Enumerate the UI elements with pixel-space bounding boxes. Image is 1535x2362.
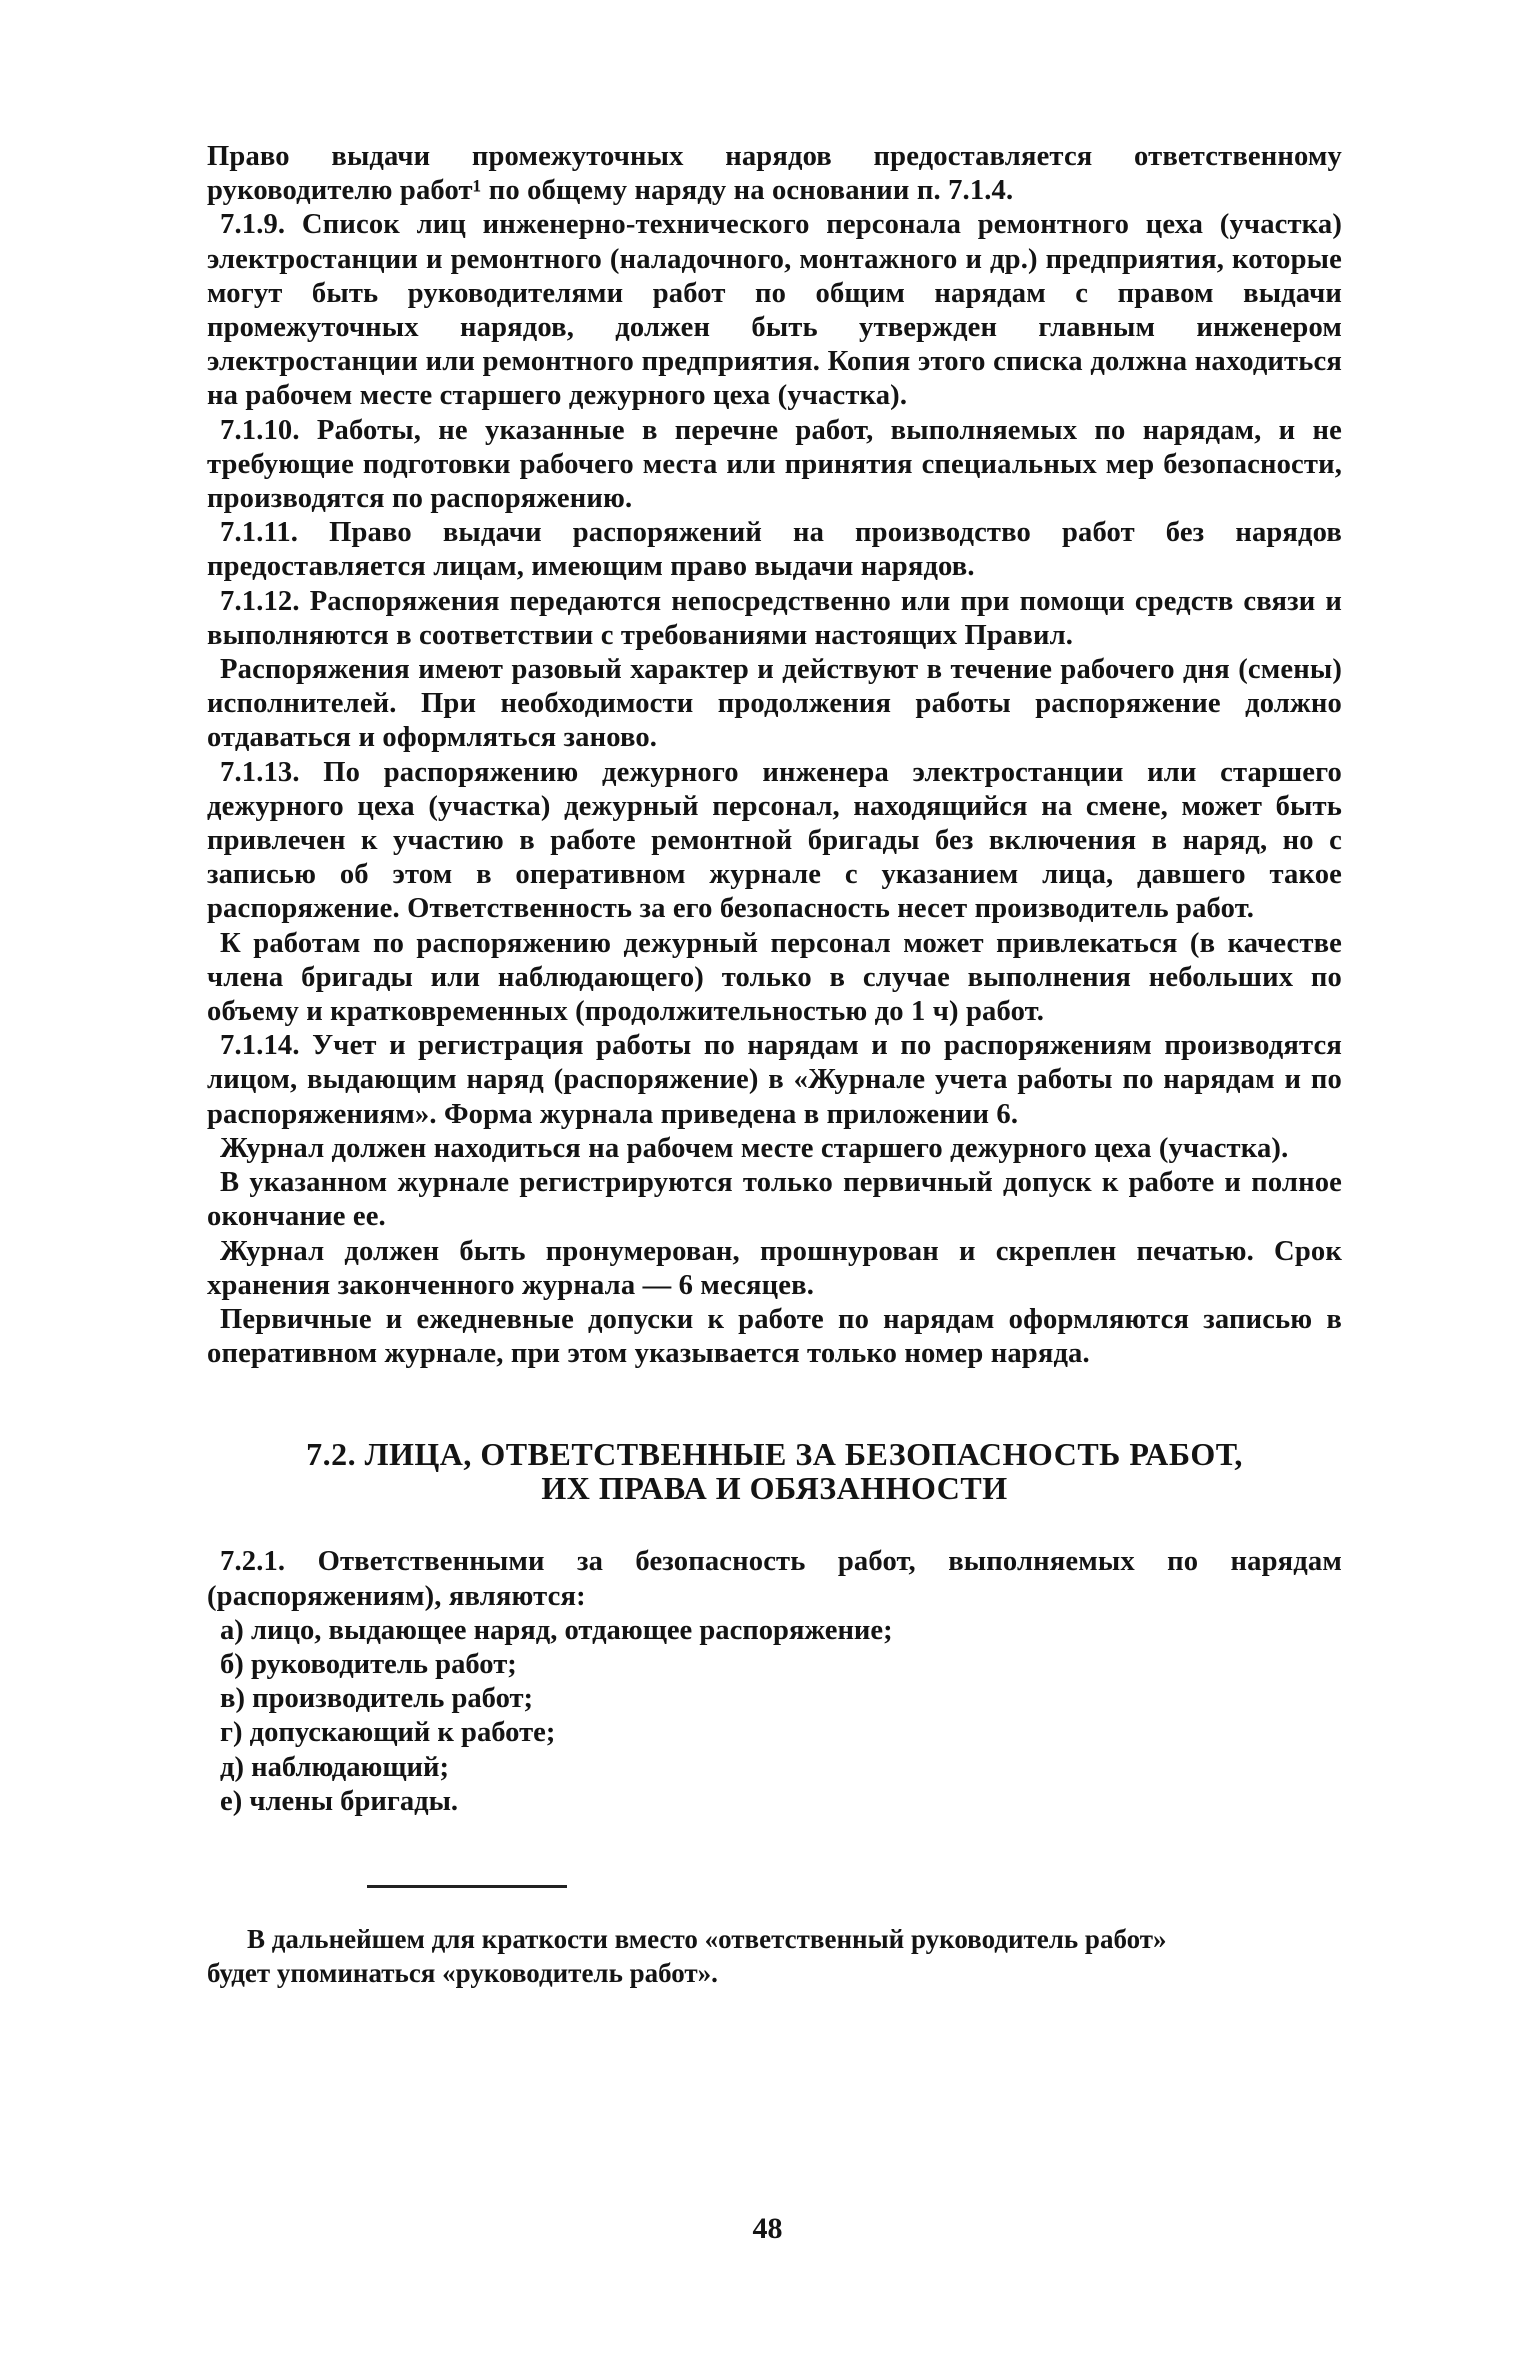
paragraph-text: Учет и регистрация работы по нарядам и по распоряжениям производятся лицом, выдающим наряд (распоряжение) в «Журнале учета работы по нарядам и по распоряжениям». Форма журнала приведена в приложении 6.: [207, 1030, 1342, 1130]
page-number: 48: [752, 2212, 783, 2245]
list-item: г) допускающий к работе;: [220, 1717, 556, 1749]
list-item: в) производитель работ;: [220, 1683, 534, 1715]
body-paragraph: [207, 414, 1342, 517]
body-paragraph: [207, 653, 1342, 756]
body-paragraph: [207, 927, 1342, 1030]
body-paragraph: [207, 516, 1342, 584]
body-paragraph: [207, 208, 1342, 413]
paragraph-text: Журнал должен находиться на рабочем месте старшего дежурного цеха (участка).: [220, 1132, 1289, 1164]
footnote-line-2: будет упоминаться «руководитель работ».: [207, 1957, 718, 1988]
paragraph-text: Право выдачи распоряжений на производство работ без нарядов предоставляется лицам, имеющим право выдачи нарядов.: [207, 517, 1342, 583]
paragraph-text: Распоряжения передаются непосредственно или при помощи средств связи и выполняются в соответствии с требованиями настоящих Правил.: [207, 585, 1342, 651]
clause-number: 7.1.12.: [220, 585, 300, 617]
body-paragraph: [207, 140, 1342, 208]
paragraph-text: Право выдачи промежуточных нарядов предоставляется ответственному руководителю работ¹ по общему наряду на основании п. 7.1.4.: [207, 141, 1342, 207]
paragraph-text: Первичные и ежедневные допуски к работе по нарядам оформляются записью в оперативном журнале, при этом указывается только номер наряда.: [207, 1303, 1342, 1370]
paragraph-text: В указанном журнале регистрируются только первичный допуск к работе и полное окончание ее.: [207, 1167, 1342, 1233]
section-heading: [207, 1437, 1342, 1505]
paragraph-text: К работам по распоряжению дежурный персонал может привлекаться (в качестве члена бригады или наблюдающего) только в случае выполнения небольших по объему и кратковременных (продолжительностью до 1 ч) работ.: [207, 927, 1342, 1028]
body-paragraph: [207, 585, 1342, 653]
list-item: е) члены бригады.: [220, 1785, 459, 1817]
list-item: б) руководитель работ;: [220, 1648, 517, 1680]
body-paragraph: [207, 1303, 1342, 1371]
section-heading-line-2: ИХ ПРАВА И ОБЯЗАННОСТИ: [541, 1470, 1008, 1507]
clause-text: Ответственными за безопасность работ, выполняемых по нарядам (распоряжениям), являются:: [207, 1546, 1342, 1612]
body-paragraph: [207, 1029, 1342, 1132]
body-paragraph: [207, 1235, 1342, 1303]
body-paragraph: [207, 1166, 1342, 1234]
paragraph-text: Работы, не указанные в перечне работ, выполняемых по нарядам, и не требующие подготовки рабочего места или принятия специальных мер безопасности, производятся по распоряжению.: [207, 414, 1342, 515]
clause-number: 7.1.14.: [220, 1030, 300, 1062]
paragraph-text: Журнал должен быть пронумерован, прошнурован и скреплен печатью. Срок хранения законченного журнала — 6 месяцев.: [207, 1235, 1342, 1301]
footnote: [207, 1922, 1342, 1990]
paragraph-text: Список лиц инженерно-технического персонала ремонтного цеха (участка) электростанции и ремонтного (наладочного, монтажного и др.) предприятия, которые могут быть руководителями работ по общим нарядам с правом выдачи промежуточных нарядов, должен быть утвержден главным инженером электростанции или ремонтного предприятия. Копия этого списка должна находиться на рабочем месте старшего дежурного цеха (участка).: [207, 209, 1342, 412]
clause-number: 7.1.13.: [220, 756, 300, 788]
list-item: д) наблюдающий;: [220, 1751, 449, 1783]
footnote-divider: [367, 1885, 567, 1888]
section-heading-line-1: 7.2. ЛИЦА, ОТВЕТСТВЕННЫЕ ЗА БЕЗОПАСНОСТЬ РАБОТ,: [306, 1436, 1243, 1473]
clause-number: 7.1.9.: [220, 209, 286, 241]
footnote-line-1: В дальнейшем для краткости вместо «ответственный руководитель работ»: [247, 1923, 1167, 1954]
clause-number: 7.2.1.: [220, 1546, 286, 1578]
section-intro-paragraph: [207, 1545, 1342, 1613]
body-paragraphs: [207, 140, 1342, 1371]
responsible-persons-list: [207, 1614, 1342, 1819]
document-page: [207, 140, 1342, 1990]
paragraph-text: Распоряжения имеют разовый характер и действуют в течение рабочего дня (смены) исполнителей. При необходимости продолжения работы распоряжение должно отдаваться и оформляться заново.: [207, 654, 1342, 754]
paragraph-text: По распоряжению дежурного инженера электростанции или старшего дежурного цеха (участка) дежурный персонал, находящийся на смене, может быть привлечен к участию в работе ремонтной бригады без включения в наряд, но с записью об этом в оперативном журнале с указанием лица, давшего такое распоряжение. Ответственность за его безопасность несет производитель работ.: [207, 756, 1342, 925]
clause-number: 7.1.10.: [220, 414, 300, 446]
body-paragraph: [207, 756, 1342, 927]
body-paragraph: [207, 1132, 1342, 1166]
clause-number: 7.1.11.: [220, 517, 299, 549]
list-item: а) лицо, выдающее наряд, отдающее распоряжение;: [220, 1614, 893, 1646]
